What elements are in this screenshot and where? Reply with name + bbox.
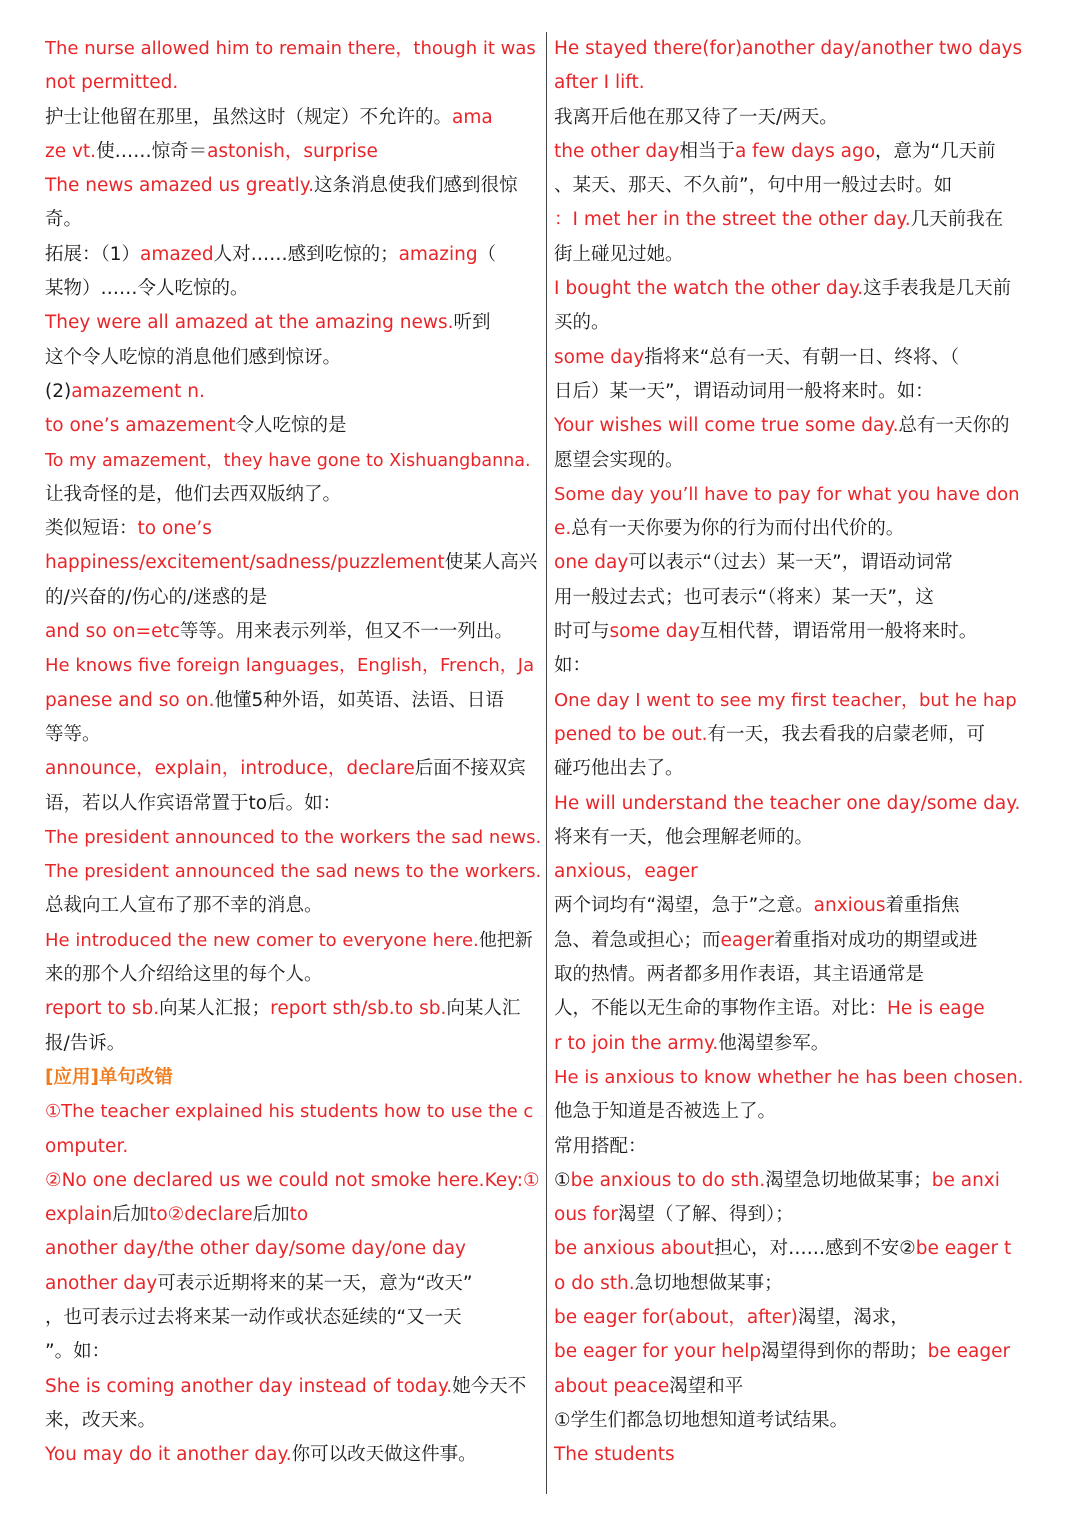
text-line: [45, 1198, 543, 1232]
chinese-text: 这条消息使我们感到很惊: [313, 175, 518, 197]
english-text: omputer.: [45, 1135, 129, 1157]
text-line: [554, 649, 1028, 683]
chinese-text: 可表示近期将来的某一天，意为“改天”: [157, 1272, 473, 1294]
text-line: [554, 66, 1028, 100]
chinese-text: 人，不能以无生命的事物作主语。对比：: [554, 998, 888, 1020]
chinese-text: 来的那个人介绍给这里的每个人。: [45, 964, 323, 986]
chinese-text: 后加: [252, 1204, 290, 1226]
text-line: [45, 32, 543, 66]
chinese-text: 急、着急或担心；而: [554, 929, 721, 951]
text-line: [554, 924, 1028, 958]
text-line: [45, 1061, 543, 1095]
english-text: be eager t: [915, 1238, 1012, 1260]
text-line: [45, 272, 543, 306]
english-text: be eager for(about，after): [554, 1306, 798, 1328]
english-text: amazed: [140, 243, 214, 265]
chinese-text: 用一般过去式；也可表示“（将来）某一天”，这: [554, 586, 934, 608]
chinese-text: 急切地想做某事；: [634, 1272, 783, 1294]
text-line: [45, 684, 543, 718]
chinese-text: 有一天，我去看我的启蒙老师，可: [707, 723, 986, 745]
chinese-text: 听到: [453, 312, 491, 334]
text-line: [45, 649, 543, 683]
text-line: [554, 787, 1028, 821]
english-text: ：I met her in the street the other day.: [554, 209, 911, 231]
text-line: [45, 238, 543, 272]
english-text: ous for: [554, 1204, 619, 1226]
english-text: to: [289, 1204, 309, 1226]
text-line: [45, 821, 543, 855]
chinese-text: 使某人高兴: [444, 552, 538, 574]
text-line: [554, 135, 1028, 169]
chinese-text: 将来有一天，他会理解老师的。: [554, 826, 814, 848]
english-text: amazing: [398, 243, 478, 265]
text-line: [45, 306, 543, 340]
english-text: The students: [554, 1444, 675, 1466]
text-line: [45, 375, 543, 409]
chinese-text: 她今天不: [452, 1375, 527, 1397]
text-line: [45, 924, 543, 958]
chinese-text: 类似短语：: [45, 518, 138, 540]
english-text: be anxious to do sth.: [570, 1169, 766, 1191]
section-heading: [应用]单句改错: [45, 1066, 173, 1088]
chinese-text: 语，若以人作宾语常置于to后。如：: [45, 792, 342, 814]
chinese-text: 等等。: [45, 723, 101, 745]
english-text: ze vt.: [45, 140, 97, 162]
english-text: o do sth.: [554, 1272, 635, 1294]
english-text: He knows five foreign languages，English，French，Ja: [45, 655, 535, 677]
chinese-text: 渴望（了解、得到）；: [618, 1204, 794, 1226]
english-text: and so on=etc: [45, 621, 180, 643]
text-line: [554, 718, 1028, 752]
chinese-text: 两个词均有“渴望，急于”之意。: [554, 895, 814, 917]
text-line: [45, 135, 543, 169]
english-text: r to join the army.: [554, 1032, 719, 1054]
chinese-text: ①: [554, 1169, 571, 1191]
chinese-text: 的/兴奋的/伤心的/迷惑的是: [45, 586, 268, 608]
text-line: [45, 1027, 543, 1061]
text-line: [554, 1198, 1028, 1232]
english-text: be eager for your help: [554, 1341, 762, 1363]
english-text: He introduced the new comer to everyone here.: [45, 929, 479, 951]
chinese-text: 渴望急切地做某事；: [765, 1169, 932, 1191]
chinese-text: 你可以改天做这件事。: [291, 1444, 477, 1466]
chinese-text: ①学生们都急切地想知道考试结果。: [554, 1409, 849, 1431]
english-text: some day: [554, 346, 645, 368]
chinese-text: 渴望和平: [669, 1375, 744, 1397]
chinese-text: 渴望得到你的帮助；: [761, 1341, 928, 1363]
text-line: [554, 512, 1028, 546]
chinese-text: 向某人汇报；: [159, 998, 271, 1020]
text-line: [45, 1095, 543, 1129]
english-text: The news amazed us greatly.: [45, 175, 314, 197]
text-line: [45, 1335, 543, 1369]
chinese-text: 他渴望参军。: [718, 1032, 830, 1054]
text-line: [45, 1130, 543, 1164]
text-line: [554, 855, 1028, 889]
english-text: astonish，surprise: [207, 140, 378, 162]
text-line: [554, 615, 1028, 649]
text-line: [45, 615, 543, 649]
chinese-text: 买的。: [554, 312, 610, 334]
chinese-text: 日后）某一天”，谓语动词用一般将来时。如：: [554, 380, 934, 402]
english-text: Your wishes will come true some day.: [554, 415, 899, 437]
chinese-text: （: [477, 243, 497, 265]
text-line: [554, 1095, 1028, 1129]
english-text: to one’s: [137, 518, 212, 540]
chinese-text: ”。如：: [45, 1341, 111, 1363]
chinese-text: 、某天、那天、不久前”，句中用一般过去时。如: [554, 175, 953, 197]
english-text: report to sb.: [45, 998, 160, 1020]
english-text: I bought the watch the other day.: [554, 278, 864, 300]
chinese-text: 他懂5种外语，如英语、法语、日语: [214, 689, 504, 711]
text-line: [45, 478, 543, 512]
text-line: [554, 101, 1028, 135]
chinese-text: 拓展：（1）: [45, 243, 141, 265]
chinese-text: 这个令人吃惊的消息他们感到惊讶。: [45, 346, 342, 368]
text-line: [45, 169, 543, 203]
text-line: [45, 512, 543, 546]
chinese-text: 指将来“总有一天、有朝一日、终将、（: [644, 346, 960, 368]
english-text: some day: [609, 621, 700, 643]
text-line: [45, 855, 543, 889]
text-line: [554, 546, 1028, 580]
right-column: [554, 32, 1028, 1472]
english-text: the other day: [554, 140, 680, 162]
english-text: pened to be out.: [554, 723, 708, 745]
english-text: be eager: [927, 1341, 1011, 1363]
text-line: [45, 444, 543, 478]
text-line: [554, 1438, 1028, 1472]
text-line: [554, 581, 1028, 615]
chinese-text: 后加: [112, 1204, 150, 1226]
text-line: [554, 169, 1028, 203]
english-text: ①The teacher explained his students how to use the c: [45, 1101, 534, 1123]
english-text: report sth/sb.to sb.: [270, 998, 447, 1020]
english-text: You may do it another day.: [45, 1444, 292, 1466]
text-line: [45, 546, 543, 580]
english-text: after I lift.: [554, 72, 645, 94]
english-text: anxious: [813, 895, 886, 917]
chinese-text: 总裁向工人宣布了那不幸的消息。: [45, 895, 323, 917]
chinese-text: 这手表我是几天前: [863, 278, 1012, 300]
chinese-text: 等等。用来表示列举，但又不一一列出。: [179, 621, 513, 643]
english-text: ②No one declared us we could not smoke here.Key:①: [45, 1169, 540, 1191]
text-line: [45, 718, 543, 752]
text-line: [554, 1130, 1028, 1164]
text-line: [554, 821, 1028, 855]
english-text: not permitted.: [45, 72, 179, 94]
english-text: The president announced the sad news to the workers.: [45, 861, 542, 883]
chinese-text: 他急于知道是否被选上了。: [554, 1101, 777, 1123]
text-line: [554, 752, 1028, 786]
text-line: [45, 1232, 543, 1266]
english-text: She is coming another day instead of today.: [45, 1375, 453, 1397]
text-line: [45, 581, 543, 615]
text-line: [554, 1267, 1028, 1301]
text-line: [554, 409, 1028, 443]
text-line: [45, 1267, 543, 1301]
chinese-text: 我离开后他在那又待了一天/两天。: [554, 106, 838, 128]
chinese-text: 奇。: [45, 209, 83, 231]
text-line: [45, 889, 543, 923]
text-line: [45, 1301, 543, 1335]
chinese-text: ，也可表示过去将来某一动作或状态延续的“又一天: [45, 1306, 462, 1328]
text-line: [554, 992, 1028, 1026]
english-text: To my amazement，they have gone to Xishuangbanna.: [45, 450, 531, 471]
english-text: happiness/excitement/sadness/puzzlement: [45, 552, 445, 574]
left-column: [45, 32, 543, 1472]
text-line: [45, 1438, 543, 1472]
text-line: [45, 66, 543, 100]
text-line: [554, 958, 1028, 992]
text-line: [45, 752, 543, 786]
text-line: [554, 272, 1028, 306]
text-line: [554, 1027, 1028, 1061]
chinese-text: 几天前我在: [910, 209, 1004, 231]
text-line: [554, 375, 1028, 409]
chinese-text: 常用搭配：: [554, 1135, 647, 1157]
english-text: explain: [45, 1204, 113, 1226]
text-line: [554, 1164, 1028, 1198]
chinese-text: 总有一天你要为你的行为而付出代价的。: [571, 518, 905, 540]
chinese-text: 护士让他留在那里，虽然这时（规定）不允许的。: [45, 106, 453, 128]
column-divider: [546, 32, 547, 1494]
text-line: [554, 1301, 1028, 1335]
chinese-text: 某物）……令人吃惊的。: [45, 278, 249, 300]
chinese-text: 让我奇怪的是，他们去西双版纳了。: [45, 483, 342, 505]
english-text: One day I went to see my first teacher，but he hap: [554, 689, 1017, 711]
english-text: anxious，eager: [554, 861, 698, 883]
chinese-text: 碰巧他出去了。: [554, 758, 684, 780]
chinese-text: 街上碰见过她。: [554, 243, 684, 265]
text-line: [45, 1404, 543, 1438]
chinese-text: 人对……感到吃惊的；: [213, 243, 399, 265]
chinese-text: 渴望，渴求，: [797, 1306, 909, 1328]
chinese-text: 他把新: [478, 929, 533, 951]
chinese-text: 令人吃惊的是: [235, 415, 347, 437]
chinese-text: 愿望会实现的。: [554, 449, 684, 471]
english-text: The nurse allowed him to remain there，though it was: [45, 38, 536, 59]
chinese-text: 取的热情。两者都多用作表语，其主语通常是: [554, 964, 925, 986]
chinese-text: 时可与: [554, 621, 610, 643]
english-text: to one’s amazement: [45, 415, 236, 437]
chinese-text: 向某人汇: [446, 998, 521, 1020]
text-line: [45, 341, 543, 375]
chinese-text: 相当于: [679, 140, 735, 162]
english-text: eager: [720, 929, 774, 951]
text-line: [45, 1370, 543, 1404]
english-text: They were all amazed at the amazing news.: [45, 312, 454, 334]
text-line: [554, 444, 1028, 478]
text-line: [554, 1370, 1028, 1404]
text-line: [45, 787, 543, 821]
text-line: [554, 306, 1028, 340]
text-line: [554, 478, 1028, 512]
text-line: [45, 958, 543, 992]
english-text: a few days ago: [734, 140, 876, 162]
english-text: He is anxious to know whether he has been chosen.: [554, 1066, 1024, 1088]
chinese-text: 担心，对……感到不安②: [714, 1238, 916, 1260]
english-text: another day/the other day/some day/one day: [45, 1238, 466, 1260]
text-line: [554, 1404, 1028, 1438]
text-line: [554, 889, 1028, 923]
english-text: Some day you’ll have to pay for what you have don: [554, 483, 1020, 505]
text-line: [45, 409, 543, 443]
chinese-text: 后面不接双宾: [414, 758, 526, 780]
text-line: [554, 238, 1028, 272]
chinese-text: 使……惊奇＝: [96, 140, 208, 162]
english-text: be anxious about: [554, 1238, 715, 1260]
chinese-text: ，意为“几天前: [875, 140, 996, 162]
text-line: [45, 992, 543, 1026]
text-line: [554, 32, 1028, 66]
text-line: [45, 101, 543, 135]
english-text: be anxi: [931, 1169, 1000, 1191]
english-text: amazement n.: [71, 380, 205, 402]
text-line: [554, 684, 1028, 718]
english-text: announce，explain，introduce，declare: [45, 758, 415, 780]
english-text: one day: [554, 552, 629, 574]
chinese-text: 报/告诉。: [45, 1032, 126, 1054]
chinese-text: 着重指焦: [885, 895, 960, 917]
english-text: He is eage: [887, 998, 985, 1020]
text-line: [554, 341, 1028, 375]
chinese-text: 来，改天来。: [45, 1409, 157, 1431]
text-line: [554, 203, 1028, 237]
english-text: panese and so on.: [45, 689, 215, 711]
english-text: to②declare: [149, 1204, 253, 1226]
text-line: [554, 1232, 1028, 1266]
chinese-text: (2): [45, 380, 72, 402]
english-text: another day: [45, 1272, 158, 1294]
text-line: [554, 1335, 1028, 1369]
english-text: e.: [554, 518, 572, 540]
text-line: [45, 203, 543, 237]
text-line: [554, 1061, 1028, 1095]
chinese-text: 如：: [554, 655, 592, 677]
english-text: about peace: [554, 1375, 670, 1397]
chinese-text: 总有一天你的: [898, 415, 1010, 437]
chinese-text: 着重指对成功的期望或进: [773, 929, 978, 951]
english-text: He stayed there(for)another day/another two days: [554, 38, 1023, 59]
english-text: The president announced to the workers the sad news.: [45, 826, 542, 848]
text-line: [45, 1164, 543, 1198]
english-text: He will understand the teacher one day/some day.: [554, 792, 1021, 814]
chinese-text: 可以表示“（过去）某一天”，谓语动词常: [628, 552, 953, 574]
chinese-text: 互相代替，谓语常用一般将来时。: [699, 621, 978, 643]
english-text: ama: [452, 106, 493, 128]
